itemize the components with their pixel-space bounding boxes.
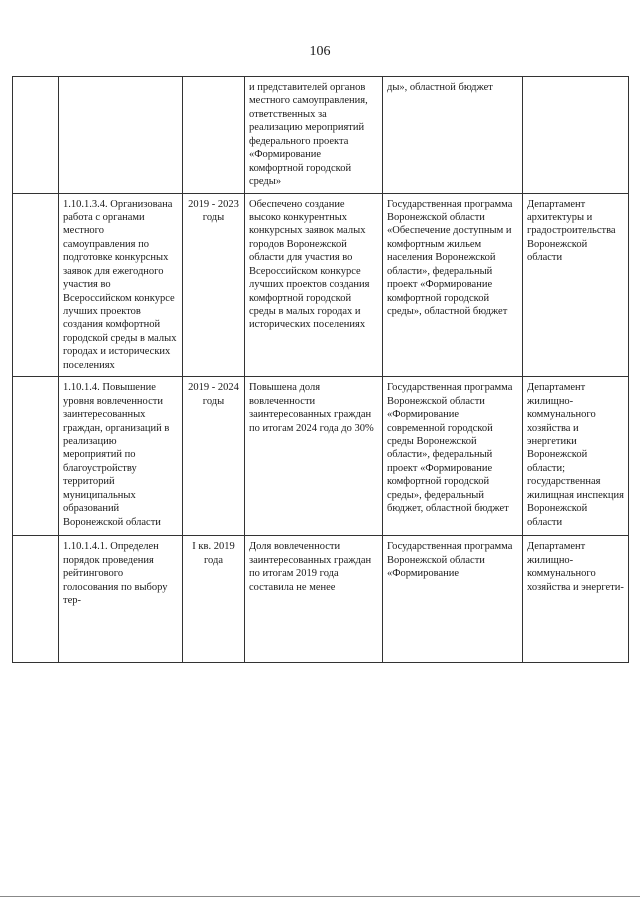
page-number: 106 [309, 44, 331, 59]
period-cell [183, 77, 245, 194]
table-row [13, 536, 629, 663]
executor-cell: Департамент жилищно-коммунального хозяйства и энергети- [523, 536, 629, 663]
page-bottom-rule [0, 896, 640, 897]
executor-cell [523, 77, 629, 194]
executor-cell: Департамент жилищно-коммунального хозяйства и энергетики Воронежской области; государственная жилищная инспекция Воронежской области [523, 377, 629, 536]
table-row [13, 193, 629, 377]
table-row [13, 377, 629, 536]
period-cell: 2019 - 2024 годы [183, 377, 245, 536]
result-cell: и представителей органов местного самоуправления, ответственных за реализацию мероприятий федерального проекта «Формирование комфортной городской среды» [245, 77, 383, 194]
period-cell: I кв. 2019 года [183, 536, 245, 663]
result-cell: Обеспечено создание высоко конкурентных конкурсных заявок малых городов Воронежской области для участия во Всероссийском конкурсе лучших проектов создания комфортной городской среды в малых городах и исторических поселениях [245, 193, 383, 377]
period-cell: 2019 - 2023 годы [183, 193, 245, 377]
source-cell: Государственная программа Воронежской области «Формирование современной городской среды Воронежской области», федеральный проект «Формирование комфортной городской среды», федеральный бюджет, областной бюджет [383, 377, 523, 536]
source-cell: Государственная программа Воронежской области «Формирование [383, 536, 523, 663]
activities-table [12, 76, 629, 663]
executor-cell: Департамент архитектуры и градостроительства Воронежской области [523, 193, 629, 377]
row-number-cell [13, 536, 59, 663]
row-number-cell [13, 193, 59, 377]
source-cell: Государственная программа Воронежской области «Обеспечение доступным и комфортным жильем населения Воронежской области», федеральный проект «Формирование комфортной городской среды», областной бюджет [383, 193, 523, 377]
measure-cell: 1.10.1.3.4. Организована работа с органами местного самоуправления по подготовке конкурсных заявок для ежегодного участия во Всероссийском конкурсе лучших проектов создания комфортной городской среды в малых городах и исторических поселениях [59, 193, 183, 377]
row-number-cell [13, 377, 59, 536]
measure-cell [59, 77, 183, 194]
measure-cell: 1.10.1.4. Повышение уровня вовлеченности заинтересованных граждан, организаций в реализацию мероприятий по благоустройству территорий муниципальных образований Воронежской области [59, 377, 183, 536]
table-row [13, 77, 629, 194]
source-cell: ды», областной бюджет [383, 77, 523, 194]
result-cell: Повышена доля вовлеченности заинтересованных граждан по итогам 2024 года до 30% [245, 377, 383, 536]
measure-cell: 1.10.1.4.1. Определен порядок проведения рейтингового голосования по выбору тер- [59, 536, 183, 663]
row-number-cell [13, 77, 59, 194]
result-cell: Доля вовлеченности заинтересованных граждан по итогам 2019 года составила не менее [245, 536, 383, 663]
